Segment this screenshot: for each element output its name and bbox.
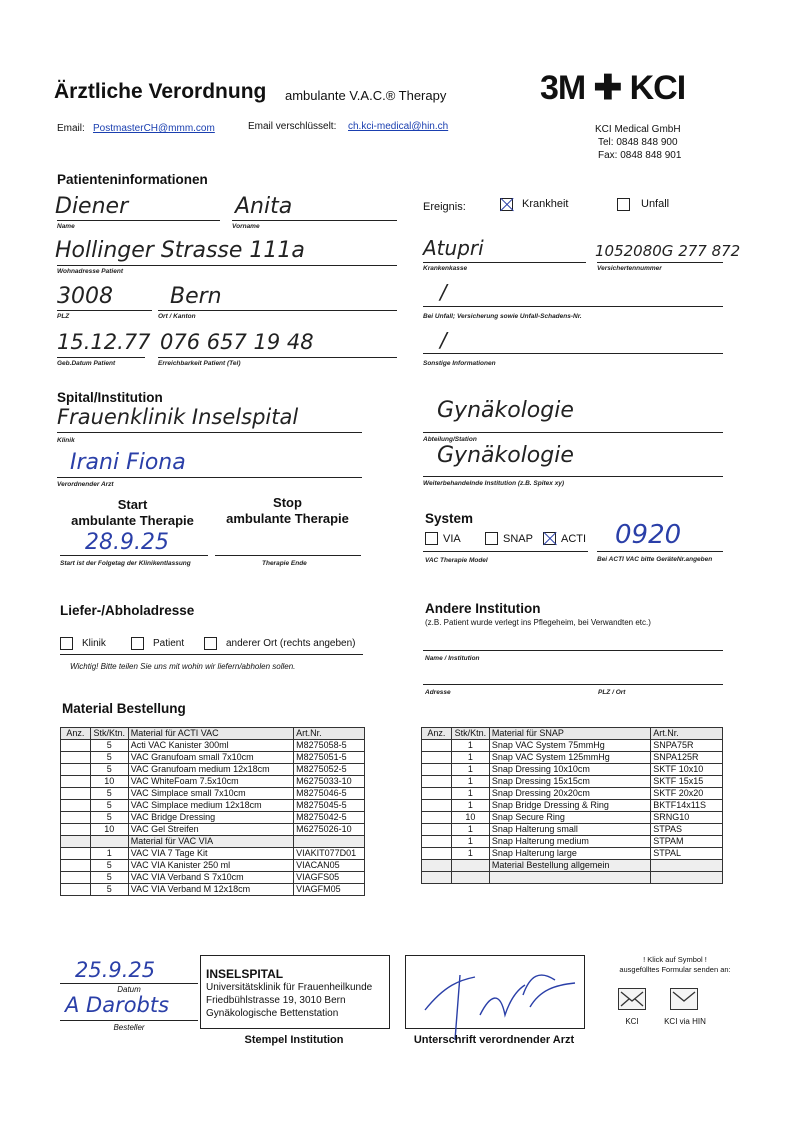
pack-size-cell: 1	[451, 740, 489, 752]
patient-ort-label: Ort / Kanton	[158, 313, 196, 320]
ereignis-label: Ereignis:	[423, 201, 466, 213]
start-heading: Start ambulante Therapie	[71, 497, 194, 528]
material-cell: Snap Halterung large	[489, 848, 650, 860]
andere-name-field[interactable]	[423, 650, 723, 651]
column-header: Art.Nr.	[651, 728, 723, 740]
material-cell: Snap Halterung medium	[489, 836, 650, 848]
article-number-cell	[651, 872, 723, 884]
material-cell: Snap Dressing 20x20cm	[489, 788, 650, 800]
article-number-cell: STPAS	[651, 824, 723, 836]
article-number-cell: M6275026-10	[294, 824, 365, 836]
pack-size-cell: 5	[90, 812, 128, 824]
pack-size-cell: 10	[90, 776, 128, 788]
column-header: Stk/Ktn.	[451, 728, 489, 740]
datum-label: Datum	[117, 985, 141, 994]
geraete-number-value[interactable]: 0920	[615, 520, 682, 550]
pack-size-cell: 5	[90, 740, 128, 752]
material-cell: VAC Simplace medium 12x18cm	[128, 800, 293, 812]
pack-size-cell	[451, 860, 489, 872]
versichertennummer-value[interactable]: 1052080G 277 872	[595, 242, 741, 260]
quantity-cell[interactable]	[422, 764, 452, 776]
material-cell: VAC VIA Verband S 7x10cm	[128, 872, 293, 884]
krankheit-checkbox[interactable]	[500, 198, 513, 211]
quantity-cell[interactable]	[422, 788, 452, 800]
klinik-label: Klinik	[57, 437, 75, 444]
material-cell: VAC VIA Verband M 12x18cm	[128, 884, 293, 896]
andere-address-label: Adresse	[425, 689, 451, 696]
material-cell	[489, 872, 650, 884]
material-cell: VAC Granufoam small 7x10cm	[128, 752, 293, 764]
acti-checkbox[interactable]	[543, 532, 556, 545]
pack-size-cell: 5	[90, 764, 128, 776]
liefer-patient-label: Patient	[153, 638, 185, 649]
andere-address-field[interactable]	[423, 684, 723, 685]
signature-label: Unterschrift verordnender Arzt	[413, 1034, 575, 1046]
patient-address-value[interactable]: Hollinger Strasse 111a	[55, 238, 305, 263]
section-material-heading: Material Bestellung	[62, 701, 186, 716]
section-liefer-heading: Liefer-/Abholadresse	[60, 603, 195, 618]
patient-address-label: Wohnadresse Patient	[57, 268, 123, 275]
snap-label: SNAP	[503, 533, 533, 545]
email-link[interactable]: PostmasterCH@mmm.com	[93, 123, 215, 134]
start-note: Start ist der Folgetag der Klinikentlassung	[60, 560, 191, 567]
pack-size-cell: 5	[90, 752, 128, 764]
section-spital-heading: Spital/Institution	[57, 390, 163, 405]
quantity-cell[interactable]	[422, 776, 452, 788]
datum-value[interactable]: 25.9.25	[75, 958, 156, 982]
pack-size-cell: 5	[90, 800, 128, 812]
acti-label: ACTI	[561, 533, 587, 545]
quantity-cell[interactable]	[61, 752, 91, 764]
quantity-cell[interactable]	[61, 800, 91, 812]
column-header: Stk/Ktn.	[90, 728, 128, 740]
material-cell: VAC Granufoam medium 12x18cm	[128, 764, 293, 776]
article-number-cell: M6275033-10	[294, 776, 365, 788]
send-hint-2: ausgefülltes Formular senden an:	[619, 965, 731, 974]
send-kci-label: KCI	[625, 1017, 639, 1026]
pack-size-cell	[90, 836, 128, 848]
pack-size-cell: 1	[451, 848, 489, 860]
material-cell: VAC Gel Streifen	[128, 824, 293, 836]
via-checkbox[interactable]	[425, 532, 438, 545]
stop-heading: Stop ambulante Therapie	[226, 495, 349, 526]
quantity-cell[interactable]	[61, 740, 91, 752]
stamp-label: Stempel Institution	[244, 1034, 344, 1046]
table-row	[61, 836, 365, 848]
table-row	[61, 884, 365, 896]
quantity-cell[interactable]	[422, 860, 452, 872]
quantity-cell[interactable]	[61, 812, 91, 824]
table-row	[422, 872, 723, 884]
table-row	[61, 812, 365, 824]
table-row	[422, 800, 723, 812]
abteilung-label: Abteilung/Station	[423, 436, 477, 443]
stamp-line-3: Gynäkologische Bettenstation	[206, 1008, 339, 1019]
snap-checkbox[interactable]	[485, 532, 498, 545]
article-number-cell	[651, 860, 723, 872]
table-row	[422, 764, 723, 776]
pack-size-cell: 5	[90, 872, 128, 884]
unfall-label: Unfall	[641, 198, 670, 210]
article-number-cell: VIAKIT077D01	[294, 848, 365, 860]
table-row	[422, 812, 723, 824]
liefer-anderer-checkbox[interactable]	[204, 637, 217, 650]
patient-phone-label: Erreichbarkeit Patient (Tel)	[158, 360, 241, 367]
material-cell: Snap VAC System 75mmHg	[489, 740, 650, 752]
stamp-line-1: Universitätsklinik für Frauenheilkunde	[206, 982, 373, 993]
material-cell: VAC WhiteFoam 7.5x10cm	[128, 776, 293, 788]
quantity-cell[interactable]	[61, 788, 91, 800]
quantity-cell[interactable]	[61, 836, 91, 848]
pack-size-cell: 10	[90, 824, 128, 836]
krankenkasse-value[interactable]: Atupri	[423, 236, 484, 260]
company-name: KCI Medical GmbH	[595, 124, 681, 135]
section-patient-heading: Patienteninformationen	[57, 172, 208, 187]
patient-name-value[interactable]: Diener	[55, 194, 129, 219]
material-cell: Acti VAC Kanister 300ml	[128, 740, 293, 752]
pack-size-cell: 5	[90, 860, 128, 872]
quantity-cell[interactable]	[422, 800, 452, 812]
abteilung-value[interactable]: Gynäkologie	[437, 398, 574, 423]
pack-size-cell: 1	[451, 752, 489, 764]
table-row	[422, 740, 723, 752]
sonstige-info-value[interactable]: /	[440, 328, 447, 352]
geraete-number-label: Bei ACTI VAC bitte GeräteNr.angeben	[597, 556, 713, 563]
quantity-cell[interactable]	[422, 812, 452, 824]
quantity-cell[interactable]	[422, 824, 452, 836]
email-encrypted-link[interactable]: ch.kci-medical@hin.ch	[348, 121, 449, 132]
send-hint-1: ! Klick auf Symbol !	[643, 955, 707, 964]
table-row	[422, 788, 723, 800]
column-header: Anz.	[422, 728, 452, 740]
table-row	[61, 860, 365, 872]
weiterbehandelnde-value[interactable]: Gynäkologie	[437, 443, 574, 468]
section-andere-heading: Andere Institution	[425, 601, 541, 616]
article-number-cell: SNPA125R	[651, 752, 723, 764]
company-tel: Tel: 0848 848 900	[598, 137, 678, 148]
form-title: Ärztliche Verordnung	[54, 80, 267, 103]
pack-size-cell: 5	[90, 884, 128, 896]
material-table-acti-via	[60, 727, 365, 896]
pack-size-cell	[451, 872, 489, 884]
unfall-info-label: Bei Unfall; Versicherung sowie Unfall-Schadens-Nr.	[423, 313, 582, 320]
article-number-cell: VIACAN05	[294, 860, 365, 872]
material-cell: VAC VIA Kanister 250 ml	[128, 860, 293, 872]
besteller-value[interactable]: A Darobts	[65, 993, 170, 1017]
article-number-cell: VIAGFM05	[294, 884, 365, 896]
article-number-cell: SNPA75R	[651, 740, 723, 752]
article-number-cell: VIAGFS05	[294, 872, 365, 884]
klinik-value[interactable]: Frauenklinik Inselspital	[57, 405, 299, 429]
unfall-info-value[interactable]: /	[440, 280, 447, 304]
article-number-cell: SRNG10	[651, 812, 723, 824]
article-number-cell: M8275046-5	[294, 788, 365, 800]
material-cell: Snap Halterung small	[489, 824, 650, 836]
send-kci-mail-icon[interactable]	[618, 988, 646, 1010]
article-number-cell: BKTF14x11S	[651, 800, 723, 812]
article-number-cell: M8275042-5	[294, 812, 365, 824]
send-kci-hin-label: KCI via HIN	[664, 1017, 706, 1026]
table-row	[61, 872, 365, 884]
table-row	[61, 740, 365, 752]
unfall-checkbox[interactable]	[617, 198, 630, 211]
section-system-heading: System	[425, 511, 474, 526]
besteller-label: Besteller	[113, 1023, 145, 1032]
arzt-value[interactable]: Irani Fiona	[70, 450, 186, 475]
table-row	[61, 788, 365, 800]
article-number-cell: M8275051-5	[294, 752, 365, 764]
stop-note: Therapie Ende	[262, 560, 307, 567]
material-cell: Material Bestellung allgemein	[489, 860, 650, 872]
pack-size-cell: 1	[451, 836, 489, 848]
signature-scribble	[405, 955, 583, 1045]
table-row	[422, 848, 723, 860]
table-row	[61, 764, 365, 776]
quantity-cell[interactable]	[61, 872, 91, 884]
via-label: VIA	[443, 533, 461, 545]
column-header: Material für ACTI VAC	[128, 728, 293, 740]
company-fax: Fax: 0848 848 901	[598, 150, 682, 161]
pack-size-cell: 5	[90, 788, 128, 800]
liefer-klinik-checkbox[interactable]	[60, 637, 73, 650]
material-cell: Snap Dressing 15x15cm	[489, 776, 650, 788]
quantity-cell[interactable]	[422, 848, 452, 860]
pack-size-cell: 1	[90, 848, 128, 860]
table-row	[61, 752, 365, 764]
quantity-cell[interactable]	[422, 752, 452, 764]
pack-size-cell: 10	[451, 812, 489, 824]
table-header-row	[422, 728, 723, 740]
quantity-cell[interactable]	[61, 884, 91, 896]
article-number-cell: STPAL	[651, 848, 723, 860]
system-model-label: VAC Therapie Model	[425, 557, 488, 564]
quantity-cell[interactable]	[422, 836, 452, 848]
material-cell: Snap VAC System 125mmHg	[489, 752, 650, 764]
table-row	[61, 848, 365, 860]
krankheit-label: Krankheit	[522, 198, 569, 210]
form-subtitle: ambulante V.A.C.® Therapy	[285, 88, 447, 103]
liefer-note: Wichtig! Bitte teilen Sie uns mit wohin wir liefern/abholen sollen.	[70, 662, 296, 671]
patient-plz-value[interactable]: 3008	[57, 284, 113, 309]
patient-phone-value[interactable]: 076 657 19 48	[160, 330, 314, 354]
andere-note: (z.B. Patient wurde verlegt ins Pflegeheim, bei Verwandten etc.)	[425, 618, 651, 627]
liefer-anderer-label: anderer Ort (rechts angeben)	[226, 638, 356, 649]
quantity-cell[interactable]	[61, 824, 91, 836]
column-header: Material für SNAP	[489, 728, 650, 740]
pack-size-cell: 1	[451, 776, 489, 788]
email-encrypted-label: Email verschlüsselt:	[248, 121, 337, 132]
material-cell: VAC Bridge Dressing	[128, 812, 293, 824]
table-row	[61, 776, 365, 788]
andere-plz-label: PLZ / Ort	[598, 689, 626, 696]
quantity-cell[interactable]	[61, 776, 91, 788]
send-kci-hin-mail-icon[interactable]	[670, 988, 698, 1010]
patient-birthdate-label: Geb.Datum Patient	[57, 360, 116, 367]
column-header: Anz.	[61, 728, 91, 740]
article-number-cell: SKTF 10x10	[651, 764, 723, 776]
patient-vorname-label: Vorname	[232, 223, 260, 230]
material-table-snap	[421, 727, 723, 884]
krankenkasse-label: Krankenkasse	[423, 265, 468, 272]
material-cell: VAC Simplace small 7x10cm	[128, 788, 293, 800]
article-number-cell: M8275052-5	[294, 764, 365, 776]
patient-name-label: Name	[57, 223, 75, 230]
liefer-patient-checkbox[interactable]	[131, 637, 144, 650]
quantity-cell[interactable]	[61, 764, 91, 776]
stamp-line-2: Friedbühlstrasse 19, 3010 Bern	[206, 995, 346, 1006]
table-row	[422, 836, 723, 848]
pack-size-cell: 1	[451, 764, 489, 776]
weiterbehandelnde-label: Weiterbehandelnde Institution (z.B. Spitex xy)	[423, 480, 565, 487]
liefer-klinik-label: Klinik	[82, 638, 106, 649]
quantity-cell[interactable]	[61, 848, 91, 860]
email-label: Email:	[57, 123, 85, 134]
andere-name-label: Name / Institution	[425, 655, 480, 662]
table-header-row	[61, 728, 365, 740]
table-row	[422, 752, 723, 764]
article-number-cell: M8275058-5	[294, 740, 365, 752]
article-number-cell: STPAM	[651, 836, 723, 848]
material-cell: Snap Dressing 10x10cm	[489, 764, 650, 776]
table-row	[422, 860, 723, 872]
article-number-cell: M8275045-5	[294, 800, 365, 812]
quantity-cell[interactable]	[61, 860, 91, 872]
brand-logo: 3M ✚ KCI	[540, 69, 686, 107]
stop-date-field[interactable]	[215, 555, 361, 556]
article-number-cell	[294, 836, 365, 848]
arzt-label: Verordnender Arzt	[57, 481, 114, 488]
versichertennummer-label: Versichertennummer	[597, 265, 662, 272]
pack-size-cell: 1	[451, 824, 489, 836]
material-cell: Snap Bridge Dressing & Ring	[489, 800, 650, 812]
article-number-cell: SKTF 20x20	[651, 788, 723, 800]
stamp-title: INSELSPITAL	[206, 967, 284, 981]
table-row	[61, 800, 365, 812]
table-row	[422, 776, 723, 788]
table-row	[61, 824, 365, 836]
material-cell: VAC VIA 7 Tage Kit	[128, 848, 293, 860]
quantity-cell[interactable]	[422, 872, 452, 884]
patient-vorname-value[interactable]: Anita	[235, 194, 293, 219]
table-row	[422, 824, 723, 836]
pack-size-cell: 1	[451, 788, 489, 800]
sonstige-info-label: Sonstige Informationen	[423, 360, 496, 367]
start-date-value[interactable]: 28.9.25	[85, 530, 169, 555]
article-number-cell: SKTF 15x15	[651, 776, 723, 788]
patient-ort-value[interactable]: Bern	[170, 284, 222, 309]
quantity-cell[interactable]	[422, 740, 452, 752]
material-cell: Material für VAC VIA	[128, 836, 293, 848]
patient-birthdate-value[interactable]: 15.12.77	[57, 330, 151, 354]
material-cell: Snap Secure Ring	[489, 812, 650, 824]
pack-size-cell: 1	[451, 800, 489, 812]
patient-plz-label: PLZ	[57, 313, 70, 320]
column-header: Art.Nr.	[294, 728, 365, 740]
